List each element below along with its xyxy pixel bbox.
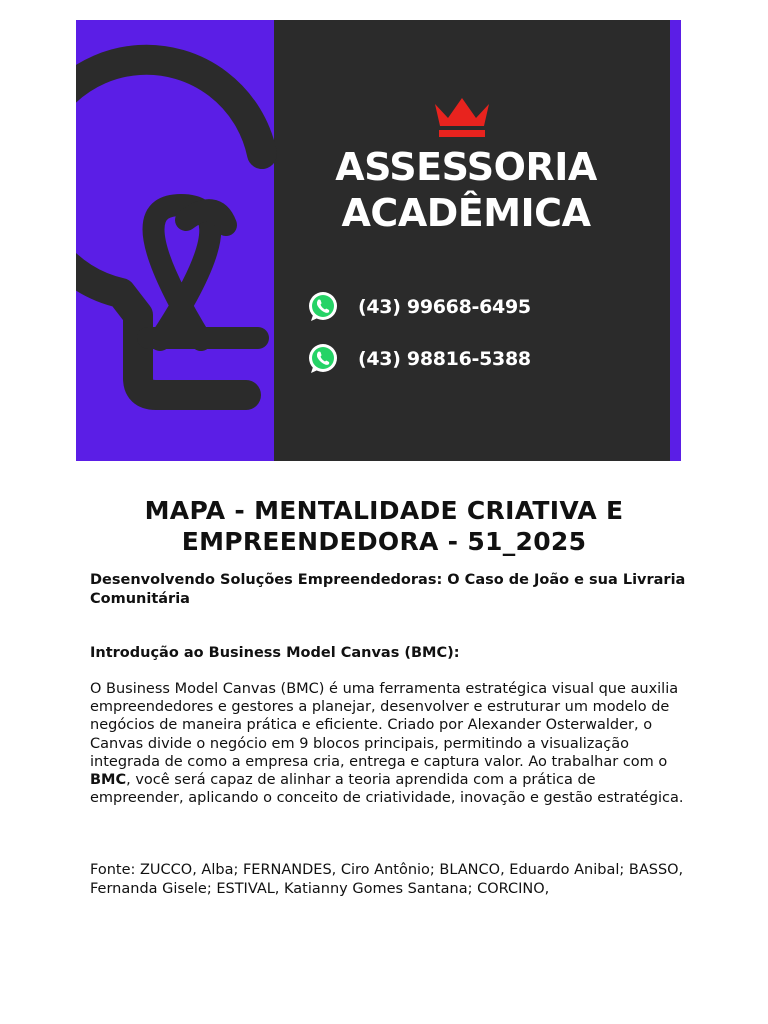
- phone-number-2: (43) 98816-5388: [358, 348, 531, 370]
- whatsapp-icon: [306, 342, 340, 376]
- document-title: [80, 495, 688, 557]
- intro-heading: Introdução ao Business Model Canvas (BMC):: [90, 645, 460, 661]
- lightbulb-icon: [76, 20, 376, 461]
- intro-paragraph: [90, 680, 690, 807]
- brand-line-2: ACADÊMICA: [341, 191, 591, 235]
- document-subtitle: Desenvolvendo Soluções Empreendedoras: O Caso de João e sua Livraria Comunitária: [90, 572, 686, 607]
- source-citation: Fonte: ZUCCO, Alba; FERNANDES, Ciro Antônio; BLANCO, Eduardo Anibal; BASSO, Fernanda Gisele; ESTIVAL, Katianny Gomes Santana; CORCINO,: [90, 862, 684, 897]
- phone-number-1: (43) 99668-6495: [358, 296, 531, 318]
- paragraph-bold-bmc: BMC: [90, 772, 127, 789]
- whatsapp-icon: [306, 290, 340, 324]
- banner-image: [76, 20, 681, 461]
- brand-name: [316, 144, 616, 236]
- paragraph-text-2: , você será capaz de alinhar a teoria aprendida com a prática de empreender, aplicando o conceito de criatividade, inovação e gestão estratégica.: [90, 772, 684, 807]
- paragraph-text-1: O Business Model Canvas (BMC) é uma ferramenta estratégica visual que auxilia empreendedores e gestores a planejar, desenvolver e estruturar um modelo de negócios de maneira prática e eficiente. Criado por Alexander Osterwalder, o Canvas divide o negócio em 9 blocos principais, permitindo a visualização integrada de como a empresa cria, entrega e captura valor. Ao trabalhar com o: [90, 681, 679, 770]
- banner-purple-edge: [670, 20, 681, 461]
- phone-contact-2: [306, 342, 531, 376]
- title-line-1: MAPA - MENTALIDADE CRIATIVA E: [144, 496, 624, 525]
- title-line-2: EMPREENDEDORA - 51_2025: [181, 527, 587, 556]
- brand-line-1: ASSESSORIA: [335, 145, 597, 189]
- phone-contact-1: [306, 290, 531, 324]
- crown-icon: [432, 96, 492, 138]
